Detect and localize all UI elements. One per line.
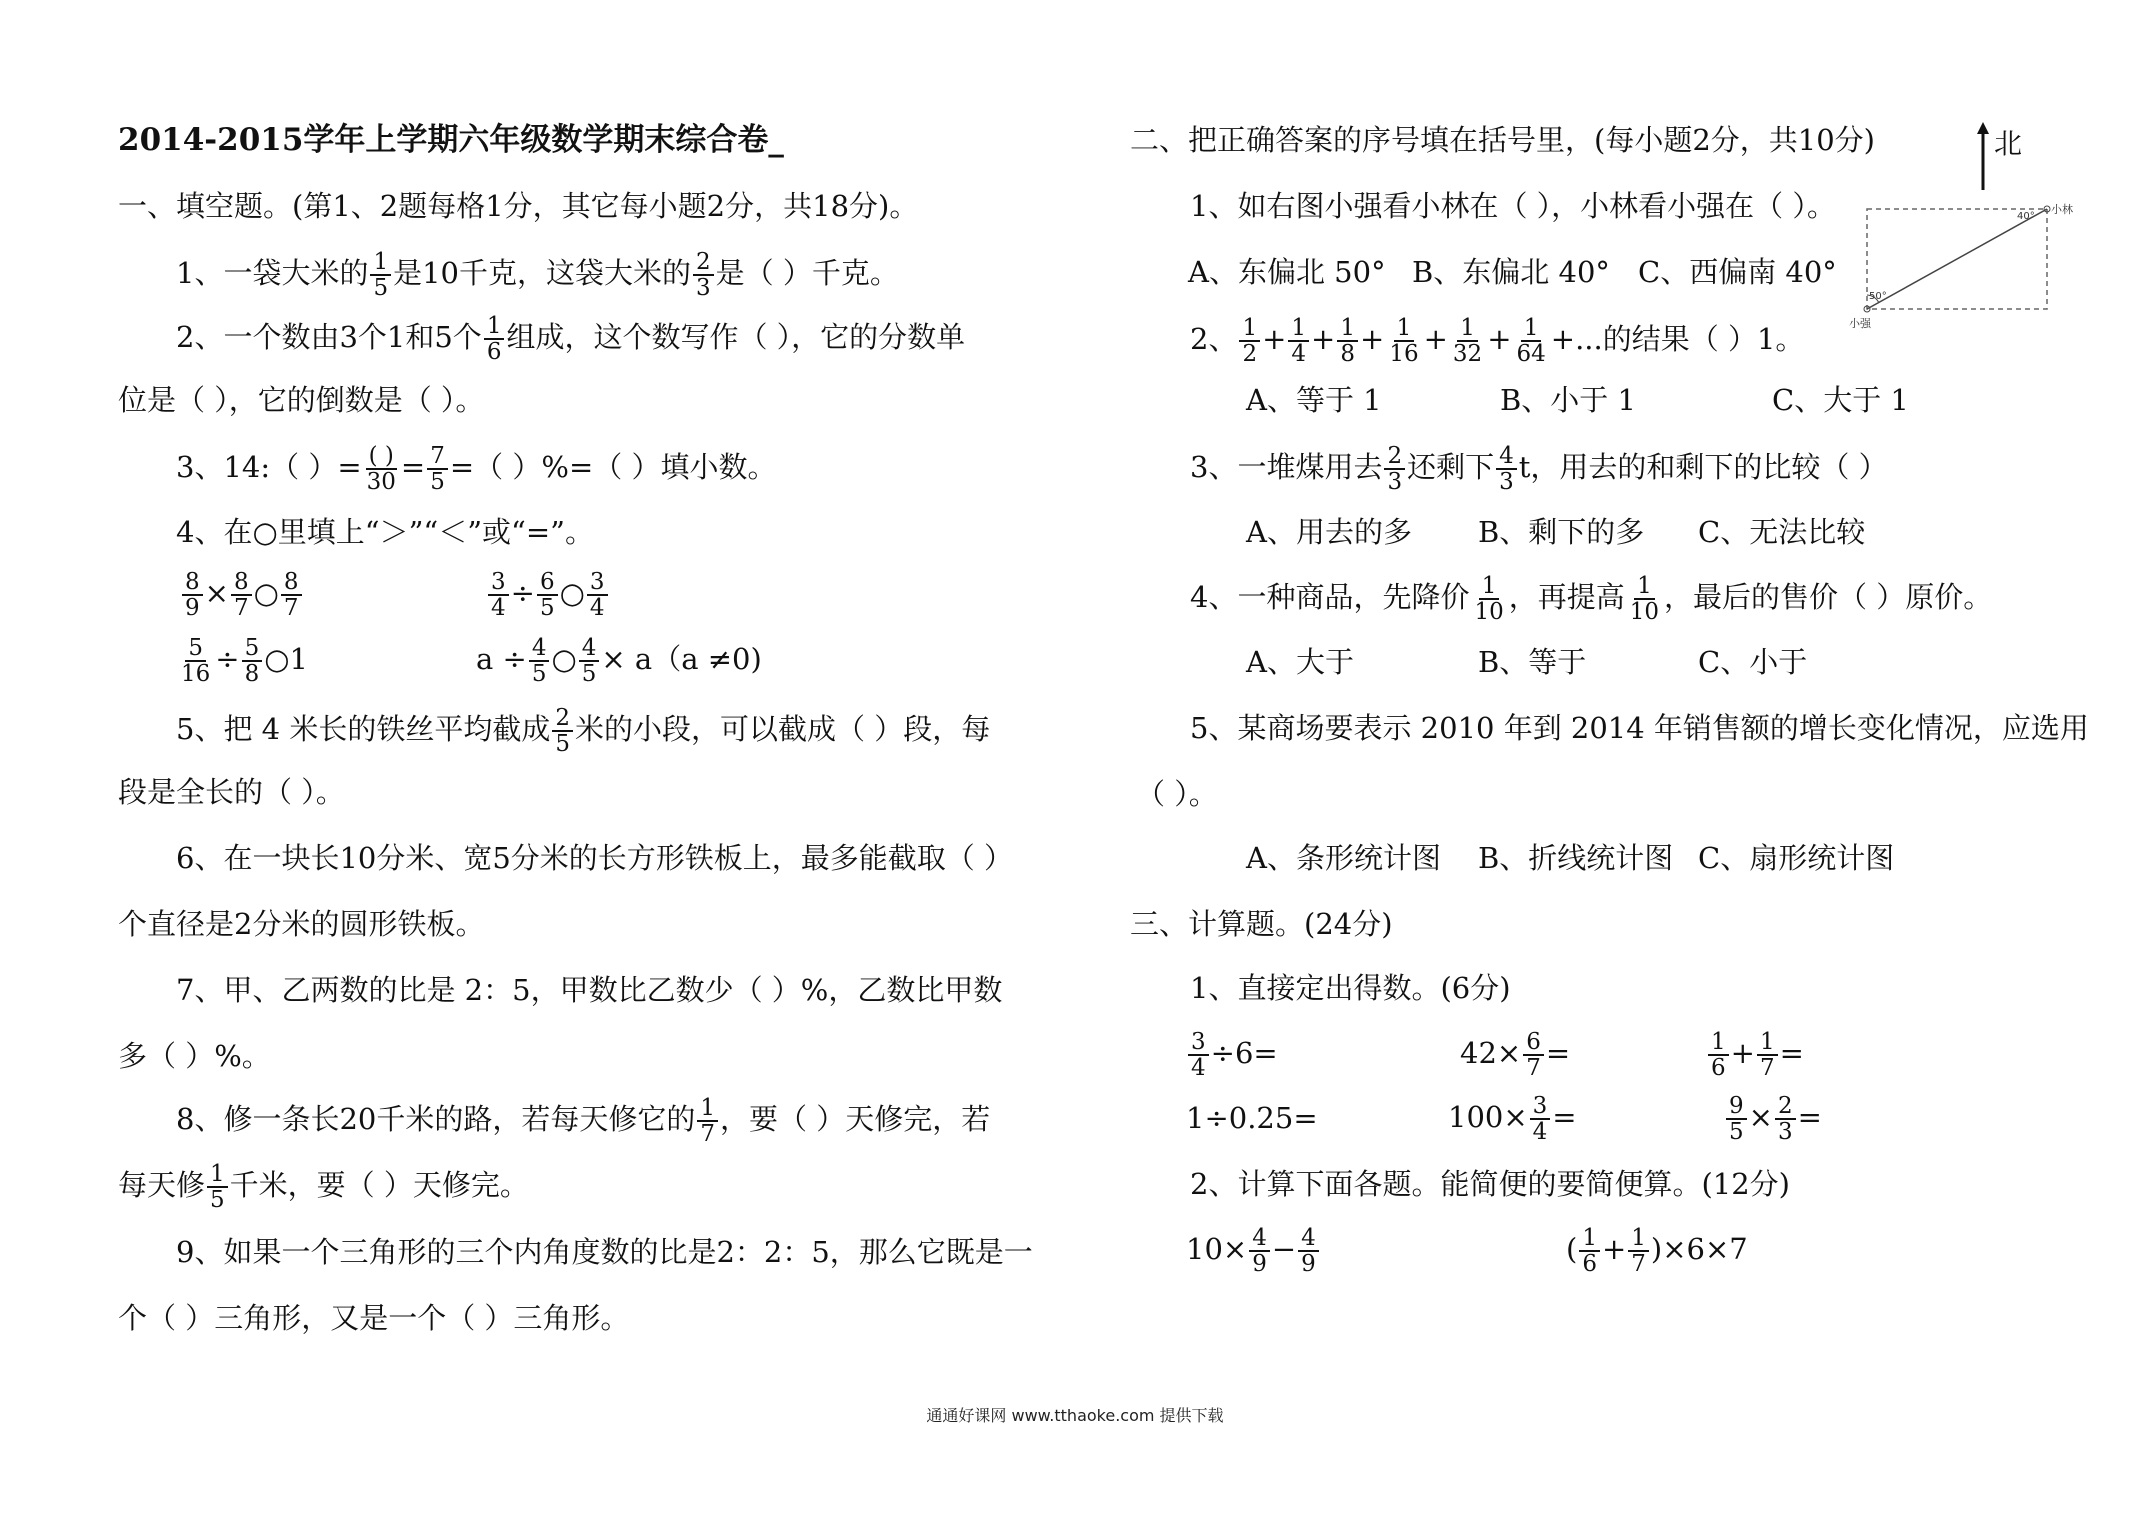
calc-expr-8: ( $\frac{1}{6}$ + $\frac{1}{7}$ )×6×7 — [1566, 1225, 1748, 1277]
option-2-5-c: C、扇形统计图 — [1698, 841, 1895, 875]
question-2-1: 1、如右图小强看小林在（ ），小林看小强在（ ）。 — [1190, 189, 1836, 223]
section3-sub1: 1、直接定出得数。(6分) — [1190, 971, 1511, 1005]
question-2-4: 4、一种商品，先降价 $\frac{1}{10}$ ，再提高 $\frac{1}{10}$ ，最后的售价（ ）原价。 — [1190, 573, 1993, 625]
option-2-2-c: C、大于 1 — [1772, 383, 1909, 417]
question-1-7-line2: 多（ ）%。 — [118, 1039, 271, 1073]
question-1-9-line2: 个（ ）三角形，又是一个（ ）三角形。 — [118, 1301, 630, 1335]
option-2-3-b: B、剩下的多 — [1478, 515, 1645, 549]
option-2-2-a: A、等于 1 — [1246, 383, 1382, 417]
option-2-3-c: C、无法比较 — [1698, 515, 1866, 549]
north-arrow — [1976, 122, 2036, 199]
question-2-3: 3、一堆煤用去 $\frac{2}{3}$ 还剩下 $\frac{4}{3}$ t，用去的和剩下的比较（ ） — [1190, 443, 1888, 495]
option-2-3-a: A、用去的多 — [1246, 515, 1412, 549]
fraction: $\frac{( )}{30}$ — [366, 443, 396, 495]
question-1-6-line2: 个直径是2分米的圆形铁板。 — [118, 907, 485, 941]
direction-diagram — [1847, 195, 2073, 342]
question-2-5: 5、某商场要表示 2010 年到 2014 年销售额的增长变化情况，应选用 — [1190, 711, 2089, 745]
calc-expr-3: $\frac{1}{6}$ + $\frac{1}{7}$ = — [1706, 1030, 1804, 1080]
angle-top-label: 40° — [2017, 211, 2035, 222]
fraction: $\frac{2}{5}$ — [552, 706, 573, 756]
angle-bottom-label: 50° — [1869, 291, 1887, 302]
calc-expr-2: 42× $\frac{6}{7}$ = — [1460, 1029, 1571, 1081]
question-1-5: 5、把 4 米长的铁丝平均截成 $\frac{2}{5}$ 米的小段，可以截成（ ）段，每 — [176, 705, 991, 757]
question-1-6: 6、在一块长10分米、宽5分米的长方形铁板上，最多能截取（ ） — [176, 841, 1014, 875]
option-2-1-c: C、西偏南 40° — [1638, 255, 1837, 289]
calc-expr-6: $\frac{9}{5}$ × $\frac{2}{3}$ = — [1724, 1094, 1822, 1144]
section2-heading: 二、把正确答案的序号填在括号里，(每小题2分，共10分) — [1130, 123, 1875, 157]
question-1-7: 7、甲、乙两数的比是 2：5，甲数比乙数少（ ）%，乙数比甲数 — [176, 973, 1003, 1007]
question-1-2: 2、一个数由3个1和5个 $\frac{1}{6}$ 组成，这个数写作（ ），它的分数单 — [176, 313, 966, 365]
question-2-5-line2: （ ）。 — [1136, 777, 1218, 811]
fraction: $\frac{1}{5}$ — [207, 1162, 228, 1212]
question-1-4: 4、在○里填上“＞”“＜”或“=”。 — [176, 515, 595, 549]
fraction: $\frac{7}{5}$ — [427, 444, 448, 494]
question-1-8-line2: 每天修 $\frac{1}{5}$ 千米，要（ ）天修完。 — [118, 1161, 529, 1213]
calc-expr-7: 10× $\frac{4}{9}$ − $\frac{4}{9}$ — [1186, 1226, 1321, 1276]
option-2-4-c: C、小于 — [1698, 645, 1808, 679]
label-xiaolin: 小林 — [2051, 203, 2073, 216]
option-2-4-a: A、大于 — [1246, 645, 1354, 679]
compare-expr-4: a ÷ $\frac{4}{5}$ ○ $\frac{4}{5}$ × a（a ≠0) — [476, 635, 762, 687]
section3-heading: 三、计算题。(24分) — [1130, 907, 1393, 941]
question-1-3: 3、14:（ ）= $\frac{( )}{30}$ = $\frac{7}{5}$ =（ ）%=（ ）填小数。 — [176, 443, 777, 495]
option-2-5-b: B、折线统计图 — [1478, 841, 1674, 875]
question-1-1: 1、一袋大米的 $\frac{1}{5}$ 是10千克，这袋大米的 $\frac{2}{3}$ 是（ ）千克。 — [176, 249, 899, 301]
fraction: $\frac{1}{6}$ — [484, 314, 505, 364]
compare-expr-2: $\frac{3}{4}$ ÷ $\frac{6}{5}$ ○ $\frac{3}{4}$ — [486, 570, 610, 620]
calc-expr-5: 100× $\frac{3}{4}$ = — [1448, 1093, 1577, 1145]
section3-sub2: 2、计算下面各题。能简便的要简便算。(12分) — [1190, 1167, 1790, 1201]
compare-expr-3: $\frac{5}{16}$ ÷ $\frac{5}{8}$ ○1 — [181, 635, 308, 687]
fraction: $\frac{1}{5}$ — [370, 250, 391, 300]
section1-heading: 一、填空题。(第1、2题每格1分，其它每小题2分，共18分)。 — [118, 189, 919, 223]
label-xiaoqiang: 小强 — [1849, 317, 1871, 330]
calc-expr-4: 1÷0.25= — [1186, 1101, 1318, 1135]
option-2-2-b: B、小于 1 — [1500, 383, 1636, 417]
question-2-2: 2、 $\frac{1}{2}$ + $\frac{1}{4}$ + $\frac{1}{8}$ + $\frac{1}{16}$ + $\frac{1}{32}$ + $\frac{1}{64}$ +...的结果（ ）1。 — [1190, 315, 1805, 367]
footer-source: 通通好课网 www.tthaoke.com 提供下载 — [926, 1406, 1224, 1425]
page-title: 2014-2015学年上学期六年级数学期末综合卷_ — [118, 122, 784, 158]
option-2-5-a: A、条形统计图 — [1246, 841, 1441, 875]
question-1-2-line2: 位是（ ），它的倒数是（ ）。 — [118, 383, 485, 417]
option-2-4-b: B、等于 — [1478, 645, 1587, 679]
question-1-5-line2: 段是全长的（ ）。 — [118, 775, 345, 809]
compare-expr-1: $\frac{8}{9}$ × $\frac{8}{7}$ ○ $\frac{8}{7}$ — [180, 570, 304, 620]
calc-expr-1: $\frac{3}{4}$ ÷6= — [1186, 1030, 1278, 1080]
fraction: $\frac{1}{7}$ — [697, 1096, 718, 1146]
fraction: $\frac{2}{3}$ — [693, 250, 714, 300]
question-1-8: 8、修一条长20千米的路，若每天修它的 $\frac{1}{7}$ ，要（ ）天修完，若 — [176, 1095, 991, 1147]
question-1-9: 9、如果一个三角形的三个内角度数的比是2：2：5，那么它既是一 — [176, 1235, 1033, 1269]
option-2-1-a: A、东偏北 50° — [1188, 255, 1386, 289]
north-label: 北 — [1994, 127, 2023, 160]
option-2-1-b: B、东偏北 40° — [1412, 255, 1610, 289]
